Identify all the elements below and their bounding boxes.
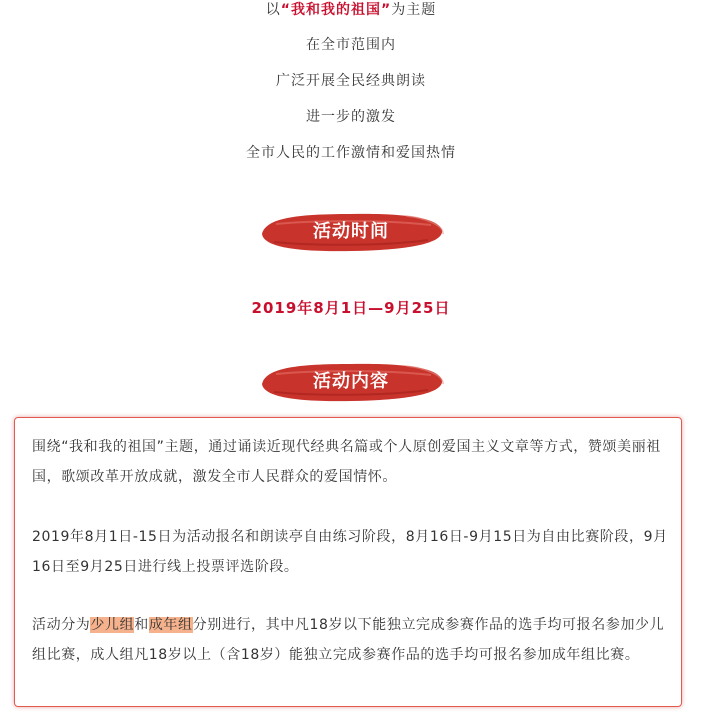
content-paragraph-1: 围绕“我和我的祖国”主题，通过诵读近现代经典名篇或个人原创爱国主义文章等方式，赞颂美丽祖国，歌颂改革开放成就，激发全市人民群众的爱国情怀。 [32, 439, 661, 485]
section-title-content: 活动内容 [313, 371, 389, 392]
content-paragraph-3 [32, 610, 672, 670]
section-header-content [256, 358, 446, 406]
para3-text-c: 分别进行，其中凡18岁以下能独立完成参赛作品的选手均可报名参加少儿组比赛，成人组凡18岁以上（含18岁）能独立完成参赛作品的选手均可报名参加成年组比赛。 [32, 617, 665, 663]
intro-line-2: 在全市范围内 [306, 37, 396, 53]
content-box [14, 417, 682, 707]
intro-line-4: 进一步的激发 [306, 109, 396, 125]
event-date: 2019年8月1日—9月25日 [251, 299, 451, 317]
para3-text-b: 和 [134, 617, 149, 633]
group-tag-children: 少儿组 [90, 617, 135, 633]
intro-line-3: 广泛开展全民经典朗读 [276, 73, 426, 89]
para3-text-a: 活动分为 [32, 617, 91, 633]
section-header-time [256, 208, 446, 256]
intro-line-5: 全市人民的工作激情和爱国热情 [246, 145, 456, 161]
content-paragraph-2: 2019年8月1日-15日为活动报名和朗读亭自由练习阶段，8月16日-9月15日为自由比赛阶段，9月16日至9月25日进行线上投票评选阶段。 [32, 529, 668, 575]
intro-line-1-suffix: 为主题 [391, 2, 437, 18]
section-title-time: 活动时间 [313, 221, 389, 242]
group-tag-adult: 成年组 [148, 617, 193, 633]
intro-theme-highlight: “我和我的祖国” [280, 2, 392, 18]
intro-line-1 [0, 0, 702, 20]
intro-line-1-prefix: 以 [265, 2, 281, 18]
